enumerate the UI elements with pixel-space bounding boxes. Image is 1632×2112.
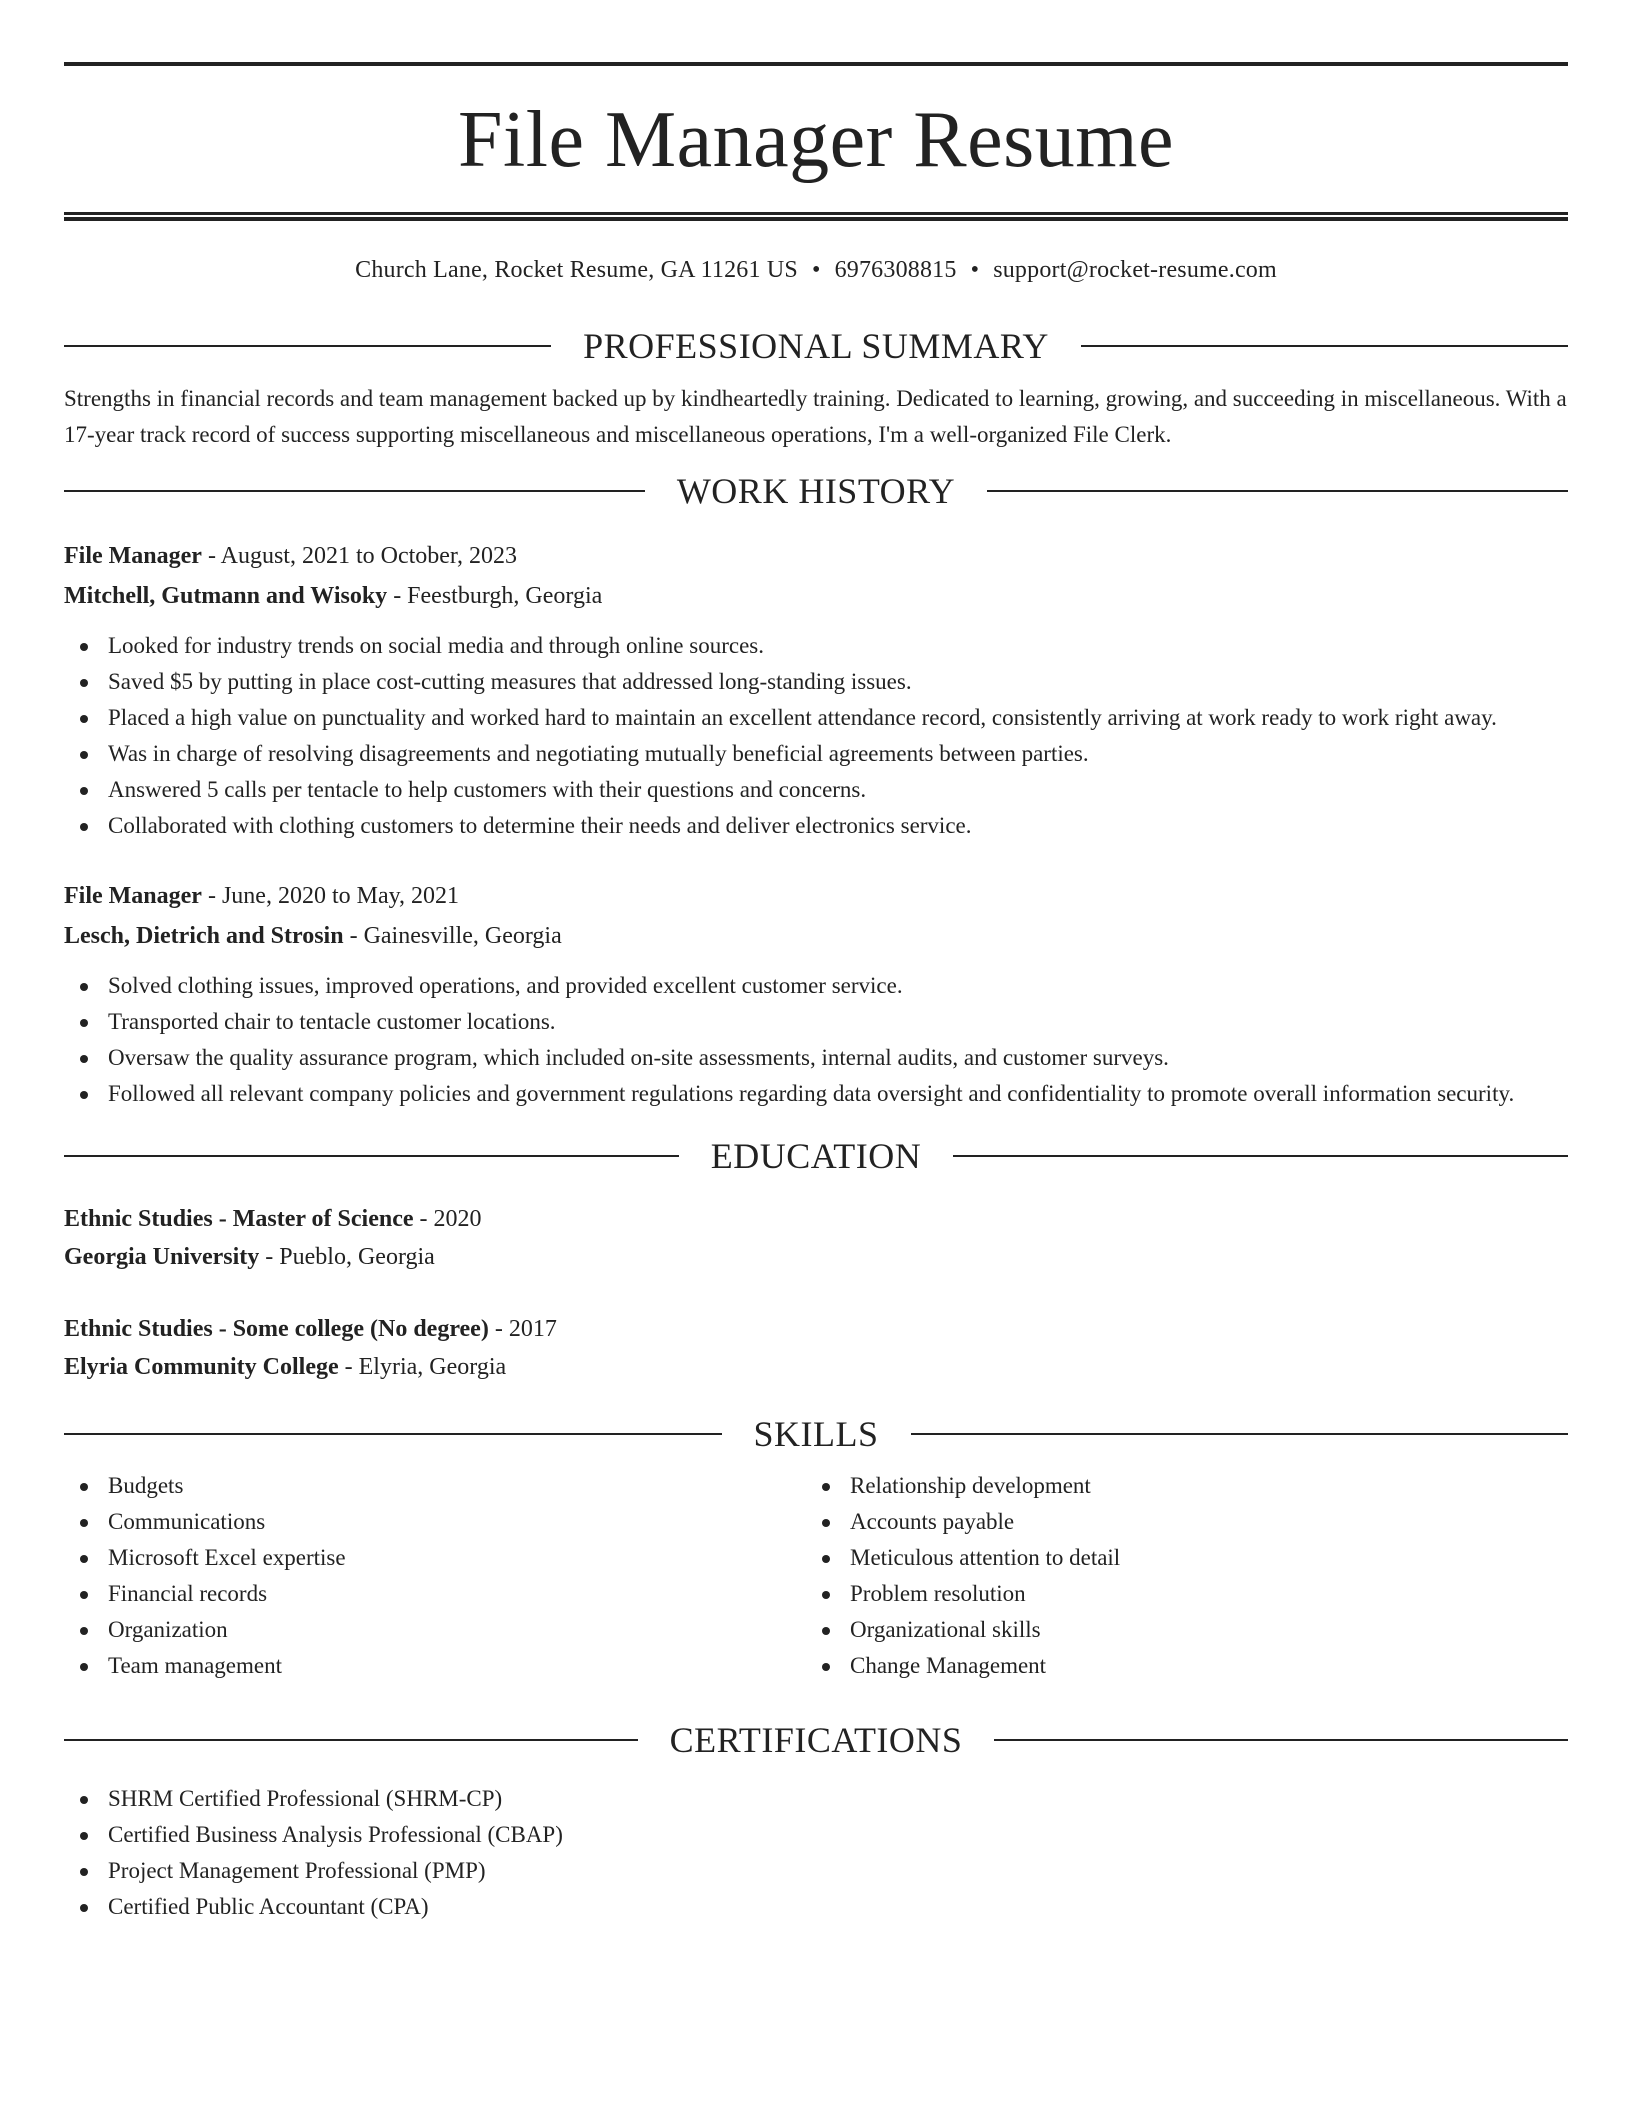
job-location: - Gainesville, Georgia [343,923,562,949]
education-entry [64,1200,1568,1276]
education-degree-line [64,1310,1568,1348]
education-year: - 2020 [413,1206,482,1232]
list-item: Followed all relevant company policies and government regulations regarding data oversight and confidentiality to promote overall information security. [64,1076,1568,1112]
job-bullets [64,968,1568,1112]
summary-text: Strengths in financial records and team management backed up by kindheartedly training. Dedicated to learning, growing, and succeeding in miscellaneous. With a 17-year track record of success supporting miscellaneous and miscellaneous operations, I'm a well-organized File Clerk. [64,386,1567,447]
job-bullets [64,628,1568,844]
education-degree-line [64,1200,1568,1238]
contact-address: Church Lane, Rocket Resume, GA 11261 US [355,257,798,283]
list-item: Answered 5 calls per tentacle to help customers with their questions and concerns. [64,772,1568,808]
list-item: Organization [64,1612,806,1648]
list-item: Placed a high value on punctuality and worked hard to maintain an excellent attendance record, consistently arriving at work ready to work right away. [64,700,1568,736]
certifications-heading: CERTIFICATIONS [669,1720,963,1760]
job-company: Lesch, Dietrich and Strosin [64,923,344,949]
contact-separator: • [811,257,821,283]
title-double-rule [64,212,1568,221]
work-heading: WORK HISTORY [676,471,956,511]
list-item: Certified Business Analysis Professional (CBAP) [64,1817,1568,1853]
list-item: Change Management [806,1648,1548,1684]
job-company-line [64,916,1568,956]
contact-line [64,258,1568,282]
skills-section-header [64,1416,1568,1452]
education-degree: Ethnic Studies - Some college (No degree) [64,1316,489,1342]
list-item: Project Management Professional (PMP) [64,1853,1568,1889]
list-item: SHRM Certified Professional (SHRM-CP) [64,1781,1568,1817]
certifications-list [64,1781,1568,1925]
section-rule [64,1739,638,1741]
contact-email: support@rocket-resume.com [993,257,1277,283]
list-item: Microsoft Excel expertise [64,1540,806,1576]
list-item: Was in charge of resolving disagreements and negotiating mutually beneficial agreements between parties. [64,736,1568,772]
list-item: Budgets [64,1468,806,1504]
list-item: Certified Public Accountant (CPA) [64,1889,1568,1925]
list-item: Oversaw the quality assurance program, which included on-site assessments, internal audits, and customer surveys. [64,1040,1568,1076]
education-school: Elyria Community College [64,1354,339,1380]
education-entry [64,1310,1568,1386]
skills-heading: SKILLS [753,1414,879,1454]
list-item: Accounts payable [806,1504,1548,1540]
section-rule [64,490,645,492]
education-location: - Elyria, Georgia [338,1354,507,1380]
skills-list [64,1468,1568,1684]
job-title: File Manager [64,543,202,569]
list-item: Financial records [64,1576,806,1612]
list-item: Looked for industry trends on social media and through online sources. [64,628,1568,664]
list-item: Transported chair to tentacle customer locations. [64,1004,1568,1040]
certifications-section-header [64,1722,1568,1758]
job-dates: - August, 2021 to October, 2023 [201,543,517,569]
job-entry [64,876,1568,1112]
job-title-line [64,876,1568,916]
job-dates: - June, 2020 to May, 2021 [201,883,460,909]
skills-bullets-right [806,1468,1548,1684]
list-item: Organizational skills [806,1612,1548,1648]
contact-phone: 6976308815 [834,257,957,283]
contact-separator: • [970,257,980,283]
job-location: - Feestburgh, Georgia [387,583,603,609]
education-year: - 2017 [488,1316,557,1342]
section-rule [64,1155,679,1157]
section-rule [1081,345,1568,347]
section-rule [994,1739,1568,1741]
summary-heading: PROFESSIONAL SUMMARY [583,326,1049,366]
list-item: Meticulous attention to detail [806,1540,1548,1576]
work-section-header [64,473,1568,509]
skills-column-right [806,1468,1548,1684]
page-title: File Manager Resume [458,96,1174,184]
list-item: Problem resolution [806,1576,1548,1612]
list-item: Saved $5 by putting in place cost-cutting measures that addressed long-standing issues. [64,664,1568,700]
education-degree: Ethnic Studies - Master of Science [64,1206,414,1232]
skills-bullets-left [64,1468,806,1684]
skills-column-left [64,1468,806,1684]
job-title: File Manager [64,883,202,909]
job-company-line [64,576,1568,616]
education-school-line [64,1348,1568,1386]
list-item: Collaborated with clothing customers to determine their needs and deliver electronics service. [64,808,1568,844]
education-heading: EDUCATION [710,1136,922,1176]
summary-section-header [64,328,1568,364]
job-entry [64,536,1568,844]
education-school: Georgia University [64,1244,260,1270]
job-title-line [64,536,1568,576]
education-location: - Pueblo, Georgia [259,1244,435,1270]
education-school-line [64,1238,1568,1276]
section-rule [64,1433,722,1435]
list-item: Team management [64,1648,806,1684]
section-rule [953,1155,1568,1157]
section-rule [987,490,1568,492]
section-rule [911,1433,1569,1435]
education-section-header [64,1138,1568,1174]
section-rule [64,345,551,347]
job-company: Mitchell, Gutmann and Wisoky [64,583,388,609]
list-item: Relationship development [806,1468,1548,1504]
list-item: Communications [64,1504,806,1540]
list-item: Solved clothing issues, improved operations, and provided excellent customer service. [64,968,1568,1004]
